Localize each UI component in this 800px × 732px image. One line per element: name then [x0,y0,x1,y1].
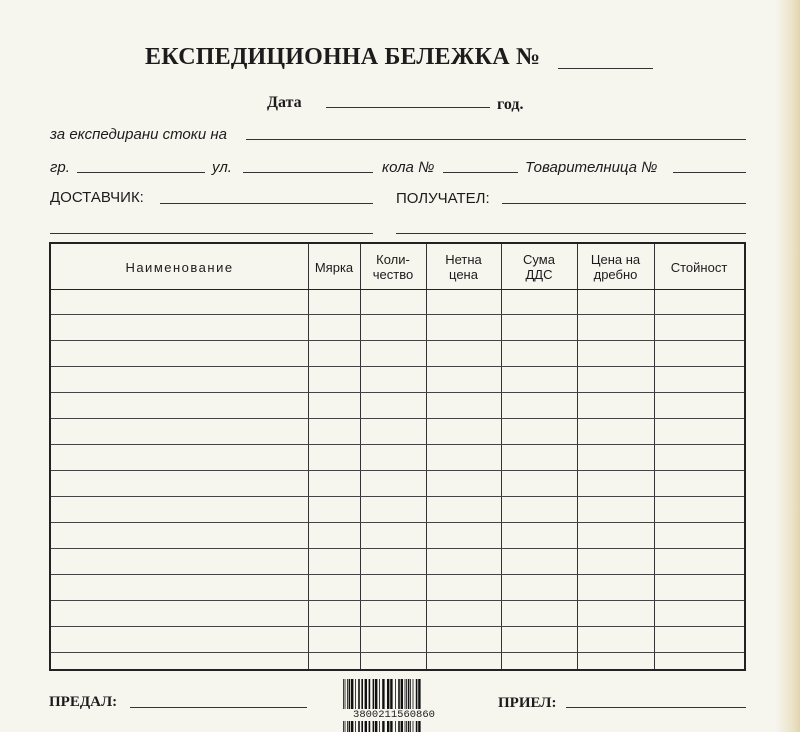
barcode-bar [390,679,392,732]
column-divider [360,244,361,669]
barcode-bar [416,679,418,732]
table-row[interactable] [51,444,744,445]
city-field[interactable] [77,172,205,173]
supplier-label: ДОСТАВЧИК: [50,189,144,206]
items-table [49,242,746,671]
paper-edge [776,0,800,732]
header-retail-price: Цена на дребно [590,252,641,282]
column-divider [426,244,427,669]
column-divider [577,244,578,669]
date-label: Дата [267,94,302,111]
handed-field[interactable] [130,707,307,708]
barcode-bar [373,679,375,732]
barcode-bar [379,679,380,732]
barcode-bar [369,679,371,732]
header-quantity: Коли- чество [372,252,414,282]
barcode-bar [361,679,363,732]
table-row[interactable] [51,600,744,601]
receiver-label: ПОЛУЧАТЕЛ: [396,190,490,207]
barcode-bar [382,679,384,732]
supplier-field[interactable] [160,203,373,204]
header-divider [51,289,744,290]
table-row[interactable] [51,314,744,315]
barcode-bar [398,679,400,732]
document-number-field[interactable] [558,68,653,69]
table-row[interactable] [51,574,744,575]
year-label: год. [497,96,524,113]
barcode-bar [343,679,344,732]
barcode-bar [345,679,346,732]
header-value: Стойност [670,259,728,275]
barcode-number: 3800211560860 [335,709,453,721]
waybill-field[interactable] [673,172,746,173]
table-row[interactable] [51,470,744,471]
handed-label: ПРЕДАЛ: [49,694,118,710]
car-field[interactable] [443,172,518,173]
barcode-bar [358,679,360,732]
barcode-bar [347,679,348,732]
table-row[interactable] [51,496,744,497]
barcode-bar [349,679,351,732]
street-label: ул. [212,159,232,176]
date-field[interactable] [326,107,490,108]
table-row[interactable] [51,340,744,341]
barcode-icon [341,679,446,732]
barcode-bar [406,679,407,732]
goods-label: за експедирани стоки на [50,126,227,143]
barcode-bar [405,679,406,732]
barcode-bar [375,679,377,732]
barcode-bar [355,679,356,732]
barcode-bar [418,679,420,732]
table-row[interactable] [51,366,744,367]
document-title: ЕКСПЕДИЦИОННА БЕЛЕЖКА № [145,44,541,70]
car-label: кола № [382,159,435,176]
barcode-bar [387,679,389,732]
barcode-bar [351,679,353,732]
street-field[interactable] [243,172,373,173]
table-row[interactable] [51,548,744,549]
barcode-bar [408,679,410,732]
receiver-field-2[interactable] [396,233,746,234]
table-row[interactable] [51,522,744,523]
table-row[interactable] [51,418,744,419]
header-vat: Сума ДДС [523,252,555,282]
header-name: Наименование [125,259,234,275]
table-row[interactable] [51,626,744,627]
barcode-bar [401,679,403,732]
table-row[interactable] [51,652,744,653]
table-row[interactable] [51,392,744,393]
header-net-price: Нетна цена [445,252,482,282]
column-divider [308,244,309,669]
city-label: гр. [50,159,70,176]
goods-field[interactable] [246,139,746,140]
column-divider [501,244,502,669]
supplier-field-2[interactable] [50,233,373,234]
column-divider [654,244,655,669]
header-unit: Мярка [314,259,354,275]
accepted-label: ПРИЕЛ: [498,695,557,711]
receiver-field[interactable] [502,203,746,204]
barcode-bar [395,679,396,732]
barcode-bar [410,679,411,732]
barcode-bar [413,679,414,732]
waybill-label: Товарителница № [525,159,658,176]
barcode-bar [365,679,367,732]
accepted-field[interactable] [566,707,746,708]
